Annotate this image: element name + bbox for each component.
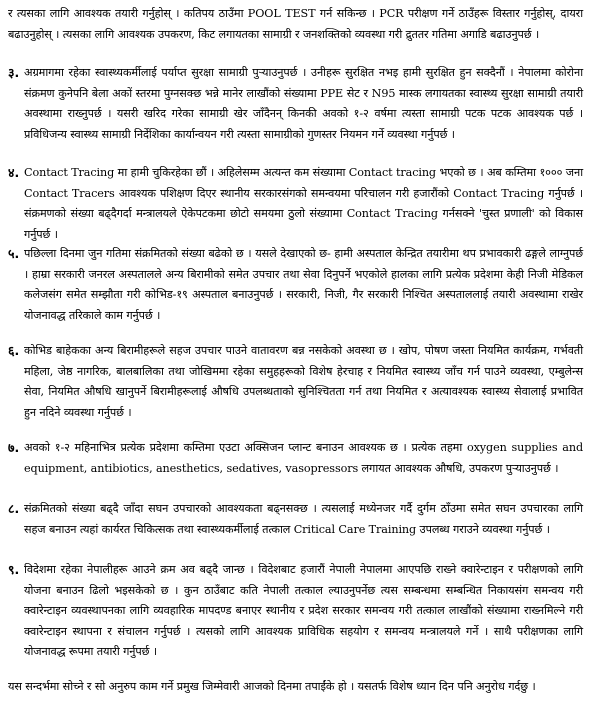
paragraph-text: संक्रमितको संख्या बढ्दै जाँदा सघन उपचारको आवश्यकता बढ्नसक्छ । त्यसलाई मध्येनजर गर्दै दुर्गम ठाँउमा समेत सघन उपचारका लागि सहज बनाउन त्यहां कार्यरत चिकित्सक तथा स्वास्थ्यकर्मीलाई तत्काल Critical Care Training उपलब्ध गराउने व्यवस्था गर्नुपर्छ । (24, 502, 583, 536)
list-item-9 (0, 560, 591, 680)
paragraph-text: र त्यसका लागि आवश्यक तयारी गर्नुहोस् । कतिपय ठाउँमा POOL TEST गर्न सकिन्छ । PCR परीक्षण गर्ने ठाउँहरू विस्तार गर्नुहोस्, दायरा बढाउनुहोस् । त्यसका लागि आवश्यक उपकरण, किट लगायतका सामाग्री र जनशक्तिको व्यवस्था गरी द्रुततर गतिमा अगाडि बढाउनुपर्छ । (8, 7, 583, 41)
item-number: ९. (8, 562, 20, 577)
item-number: ३. (8, 65, 20, 80)
paragraph-text: अग्रमागमा रहेका स्वास्थ्यकर्मीलाई पर्याप्त सुरक्षा सामाग्री पुऱ्याउनुपर्छ । उनीहरू सुरक्षित नभइ हामी सुरक्षित हुन सक्दैनौं । नेपालमा कोरोना संक्रमण कुनेपनि बेला अकों स्तरमा पुग्नसक्छ भन्ने मानेर लाखौंको संख्यामा PPE सेट र N95 मास्क लगायतका स्वास्थ्य सुरक्षा सामाग्री तयारी अवस्थामा राख्नुपर्छ । यसरी खरिद गरेका सामाग्री खेर जाँदैनन् किनकी अवको १-२ वर्षमा त्यस्ता सामाग्री पटक पटक आवश्यक पर्छ । प्रविधिजन्य स्वास्थ्य सामाग्री निर्देशिका कार्यान्वयन गरी त्यस्ता सामाग्रीको गुणस्तर नियमन गर्ने व्यवस्था गर्नुपर्छ । (24, 66, 583, 141)
item-number: ८. (8, 501, 20, 516)
list-item-3 (0, 63, 591, 163)
list-item-6 (0, 341, 591, 441)
paragraph-text: कोभिड बाहेकका अन्य बिरामीहरूले सहज उपचार पाउने वातावरण बन्न नसकेको अवस्था छ । खोप, पोषण जस्ता नियमित कार्यक्रम, गर्भवती महिला, जेष्ठ नागरिक, बालबालिका तथा जोखिममा रहेका समुहहरूको विशेष हेरचाह र नियमित स्वास्थ्य जाँच गर्न पाउने व्यवस्था, एम्बुलेन्स सेवा, नियमित औषधि खानुपर्ने बिरामीहरूलाई औषधि उपलब्धताको सुनिश्चितता गर्न तथा नियमित र अत्यावश्यक स्वास्थ्य सेवालाई प्रभावित हुन नदिने व्यवस्था गर्नुपर्छ । (24, 344, 583, 419)
closing-paragraph (0, 677, 591, 719)
paragraph-text: अवको १-२ महिनाभित्र प्रत्येक प्रदेशमा कम्तिमा एउटा अक्सिजन प्लान्ट बनाउन आवश्यक छ । प्रत्येक तहमा oxygen supplies and equipment, antibiotics, anesthetics, sedatives, vasopressors लगायत आवश्यक औषधि, उपकरण पुऱ्याउनुपर्छ । (24, 441, 583, 475)
list-item-8 (0, 499, 591, 559)
item-number: ५. (8, 246, 20, 261)
list-item-4 (0, 163, 591, 243)
item-number: ६. (8, 343, 20, 358)
item-number: ७. (8, 440, 20, 455)
paragraph-text: Contact Tracing मा हामी चुकिरहेका छौं । अहिलेसम्म अत्यन्त कम संख्यामा Contact tracing भएको छ । अब कम्तिमा १००० जना Contact Tracers आवश्यक पशिक्षण दिएर स्थानीय सरकारसंगको समन्वयमा परिचालन गरी हजारौंको Contact Tracing गर्नुपर्छ । संक्रमणको संख्या बढ्दैगर्दा मन्त्रालयले ऐकेपटकमा छोटो समयमा ठुलो संख्यामा Contact Tracing गर्नसक्ने 'चुस्त प्रणाली' को विकास गर्नुपर्छ । (24, 166, 583, 241)
item-number: ४. (8, 165, 20, 180)
list-item-7 (0, 438, 591, 498)
list-item-continuation (0, 4, 591, 60)
paragraph-text: विदेशमा रहेका नेपालीहरू आउने क्रम अव बढ्दै जान्छ । विदेशबाट हजारौं नेपाली नेपालमा आएपछि राख्ने क्वारेन्टाइन र परीक्षणको लागि योजना बनाउन ढिलो भइसकेको छ । कुन ठाउँबाट कति नेपाली तत्काल ल्याउनुपर्नेछ त्यस सम्बन्धमा सम्बन्धित निकायसंग समन्वय गरी क्वारेन्टाइन व्यवस्थापनका लागि व्यवहारिक मापदण्ड बनाएर स्थानीय र प्रदेश सरकार समन्वय गरी तत्काल लाखौंको संख्यामा राख्नमिल्ने गरी क्वारेन्टाइन स्थापना र संचालन गर्नुपर्छ । त्यसको लागि आवश्यक प्राविधिक सहयोग र समन्वय मन्त्रालयले गर्ने । साथै परीक्षणका लागि योजनावद्ध रूपमा तयारी गर्नुपर्छ । (24, 563, 583, 658)
list-item-5 (0, 244, 591, 344)
paragraph-text: यस सन्दर्भमा सोच्ने र सो अनुरुप काम गर्ने प्रमुख जिम्मेवारी आजको दिनमा तपाईंके हो । यसतर्फ विशेष ध्यान दिन पनि अनुरोध गर्दछु । (8, 680, 536, 693)
paragraph-text: पछिल्ला दिनमा जुन गतिमा संक्रमितको संख्या बढेको छ । यसले देखाएको छ- हामी अस्पताल केन्द्रित तयारीमा थप प्रभावकारी ढङ्गले लाग्नुपर्छ । हाम्रा सरकारी जनरल अस्पतालले अन्य बिरामीको समेत उपचार तथा सेवा दिनुपर्ने भएकोले हालका लागि प्रत्येक प्रदेशमा केही निजी मेडिकल कलेजसंग समेत सम्झौता गरी कोभिड-१९ अस्पताल बनाउनुपर्छ । सरकारी, निजी, गैर सरकारी निश्चित अस्पताललाई तयारी अवस्थामा राखेर योजनावद्ध तरिकाले काम गर्नुपर्छ । (24, 247, 583, 322)
